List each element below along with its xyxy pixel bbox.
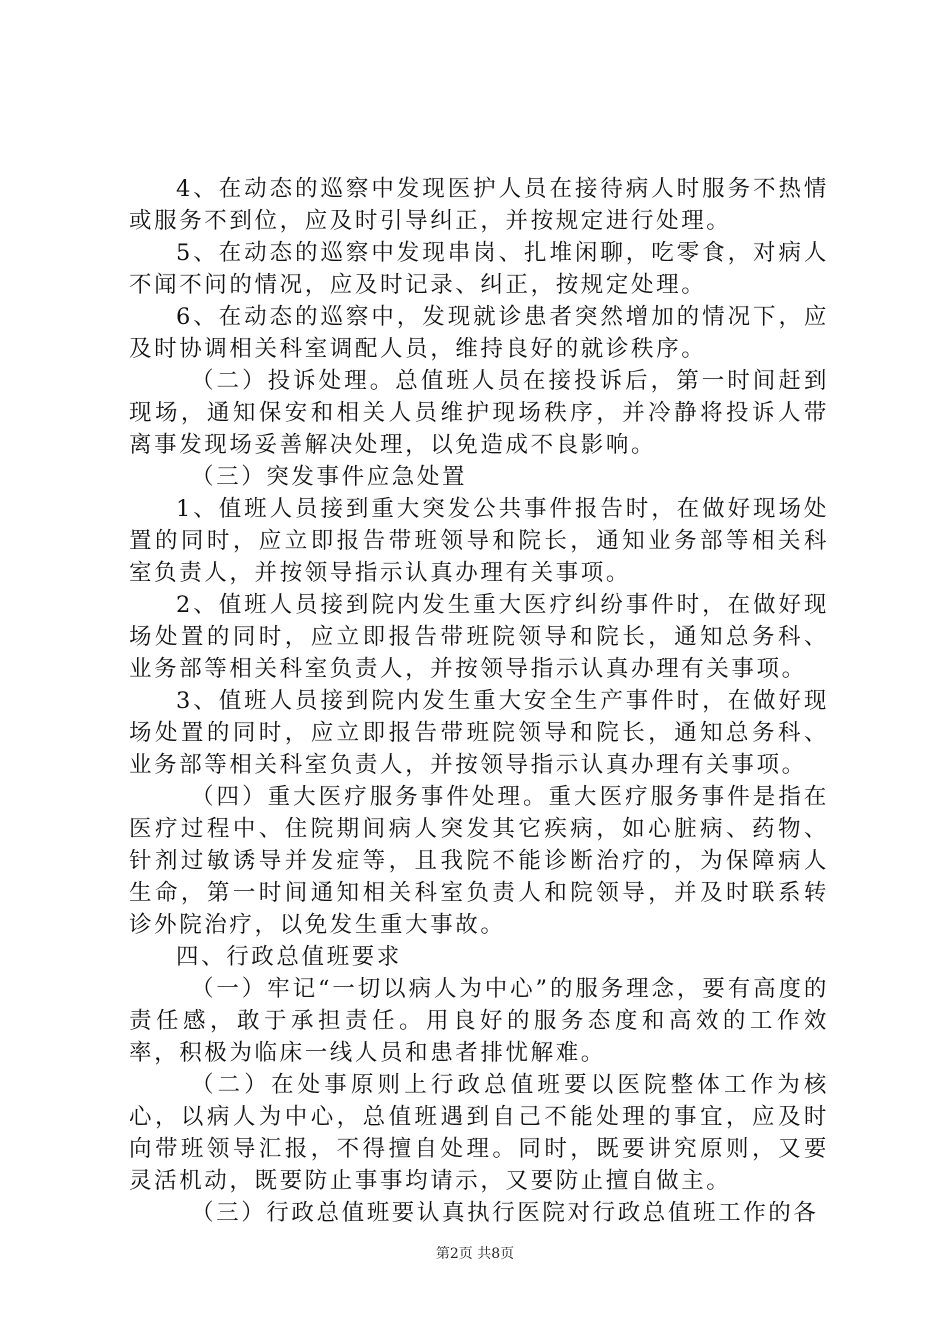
paragraph-emergency-2: 2、值班人员接到院内发生重大医疗纠纷事件时，在做好现场处置的同时，应立即报告带班院领导和院长，通知总务科、业务部等相关科室负责人，并按领导指示认真办理有关事项。 bbox=[129, 592, 829, 682]
document-body bbox=[129, 173, 829, 1229]
section-heading-requirements: 四、行政总值班要求 bbox=[176, 944, 402, 970]
paragraph-item-6: 6、在动态的巡察中，发现就诊患者突然增加的情况下，应及时协调相关科室调配人员，维持良好的就诊秩序。 bbox=[129, 304, 829, 362]
paragraph-major-medical-event: （四）重大医疗服务事件处理。重大医疗服务事件是指在医疗过程中、住院期间病人突发其它疾病，如心脏病、药物、针剂过敏诱导并发症等，且我院不能诊断治疗的，为保障病人生命，第一时间通知相关科室负责人和院领导，并及时联系转诊外院治疗，以免发生重大事故。 bbox=[129, 784, 829, 938]
paragraph-requirement-2: （二）在处事原则上行政总值班要以医院整体工作为核心，以病人为中心，总值班遇到自己不能处理的事宜，应及时向带班领导汇报，不得擅自处理。同时，既要讲究原则，又要灵活机动，既要防止事事均请示，又要防止擅自做主。 bbox=[129, 1072, 829, 1194]
paragraph-requirement-1: （一）牢记“一切以病人为中心”的服务理念，要有高度的责任感，敢于承担责任。用良好的服务态度和高效的工作效率，积极为临床一线人员和患者排忧解难。 bbox=[129, 976, 829, 1066]
paragraph-complaint-handling: （二）投诉处理。总值班人员在接投诉后，第一时间赶到现场，通知保安和相关人员维护现场秩序，并冷静将投诉人带离事发现场妥善解决处理，以免造成不良影响。 bbox=[129, 368, 829, 458]
section-heading-emergency: （三）突发事件应急处置 bbox=[191, 464, 468, 490]
page-number-footer: 第2页 共8页 bbox=[435, 1246, 515, 1262]
paragraph-emergency-1: 1、值班人员接到重大突发公共事件报告时，在做好现场处置的同时，应立即报告带班领导和院长，通知业务部等相关科室负责人，并按领导指示认真办理有关事项。 bbox=[129, 496, 829, 586]
paragraph-item-5: 5、在动态的巡察中发现串岗、扎堆闲聊，吃零食，对病人不闻不问的情况，应及时记录、纠正，按规定处理。 bbox=[129, 240, 829, 298]
paragraph-requirement-3: （三）行政总值班要认真执行医院对行政总值班工作的各 bbox=[191, 1200, 819, 1226]
paragraph-emergency-3: 3、值班人员接到院内发生重大安全生产事件时，在做好现场处置的同时，应立即报告带班院领导和院长，通知总务科、业务部等相关科室负责人，并按领导指示认真办理有关事项。 bbox=[129, 688, 829, 778]
paragraph-item-4: 4、在动态的巡察中发现医护人员在接待病人时服务不热情或服务不到位，应及时引导纠正，并按规定进行处理。 bbox=[129, 176, 829, 234]
